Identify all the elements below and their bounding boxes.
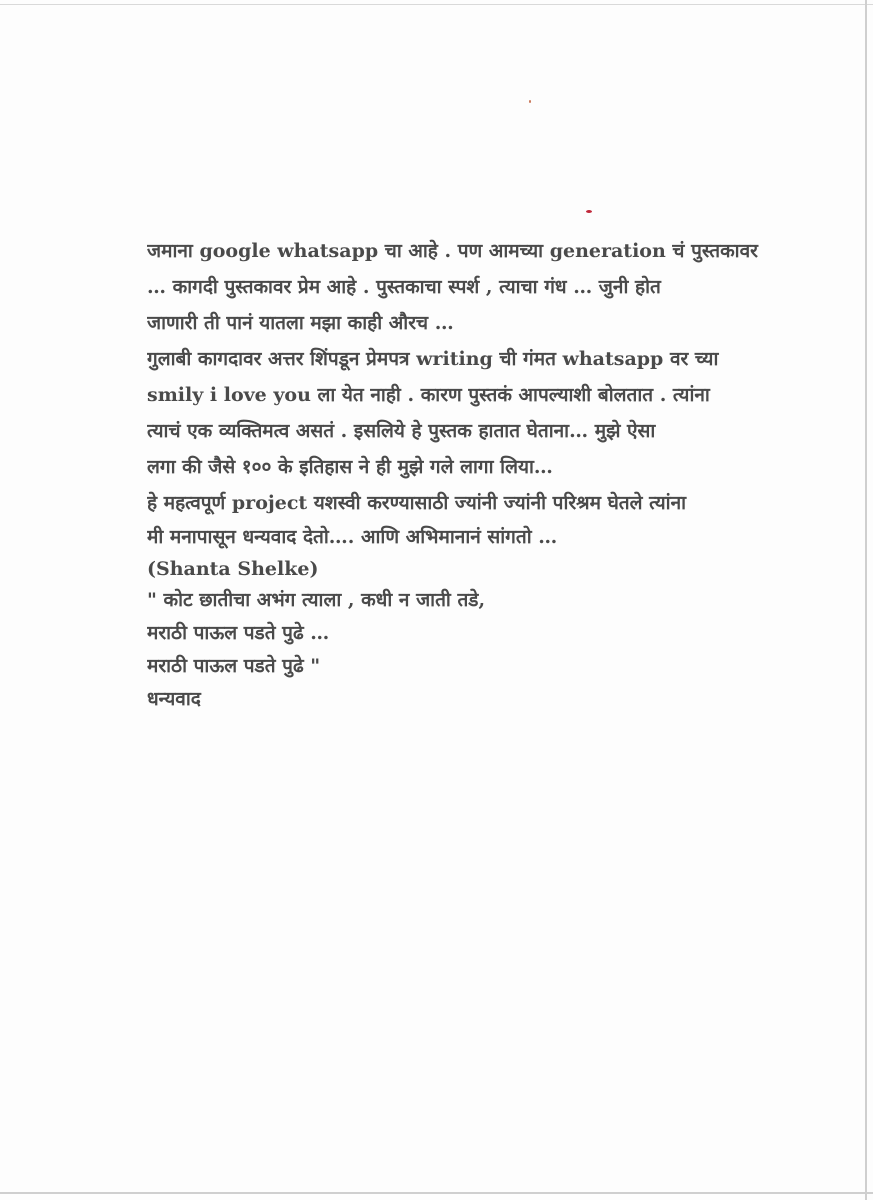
text-line: गुलाबी कागदावर अत्तर शिंपडून प्रेमपत्र writing ची गंमत whatsapp वर च्या [147,348,719,370]
ink-speck [586,210,592,213]
letter-body [147,233,847,716]
scan-right-edge [865,0,867,1200]
text-line: मी मनापासून धन्यवाद देतो…. आणि अभिमानानं सांगतो … [147,526,558,548]
text-line: त्याचं एक व्यक्तिमत्व असतं . इसलिये हे पुस्तक हातात घेताना… मुझे ऐसा [147,420,656,442]
poem-line: मराठी पाऊल पडते पुढे … [147,622,330,644]
poem-line: " कोट छातीचा अभंग त्याला , कधी न जाती तडे, [147,589,486,611]
ink-speck [529,100,531,103]
poem-line: मराठी पाऊल पडते पुढे " [147,655,321,677]
text-line: हे महत्वपूर्ण project यशस्वी करण्यासाठी ज्यांनी ज्यांनी परिश्रम घेतले त्यांना [147,492,687,514]
scan-bottom-edge [0,1192,873,1194]
scan-top-edge [0,4,873,5]
text-line: smily i love you ला येत नाही . कारण पुस्तकं आपल्याशी बोलतात . त्यांना [147,384,710,406]
author-credit: (Shanta Shelke) [147,558,319,580]
text-line: … कागदी पुस्तकावर प्रेम आहे . पुस्तकाचा स्पर्श , त्याचा गंध … जुनी होत [147,276,661,298]
text-line: लगा की जैसे १०० के इतिहास ने ही मुझे गले लागा लिया… [147,456,553,478]
text-line: जाणारी ती पानं यातला मझा काही औरच … [147,312,454,334]
text-line: जमाना google whatsapp चा आहे . पण आमच्या generation चं पुस्तकावर [147,240,758,262]
closing-thanks: धन्यवाद [147,688,201,710]
